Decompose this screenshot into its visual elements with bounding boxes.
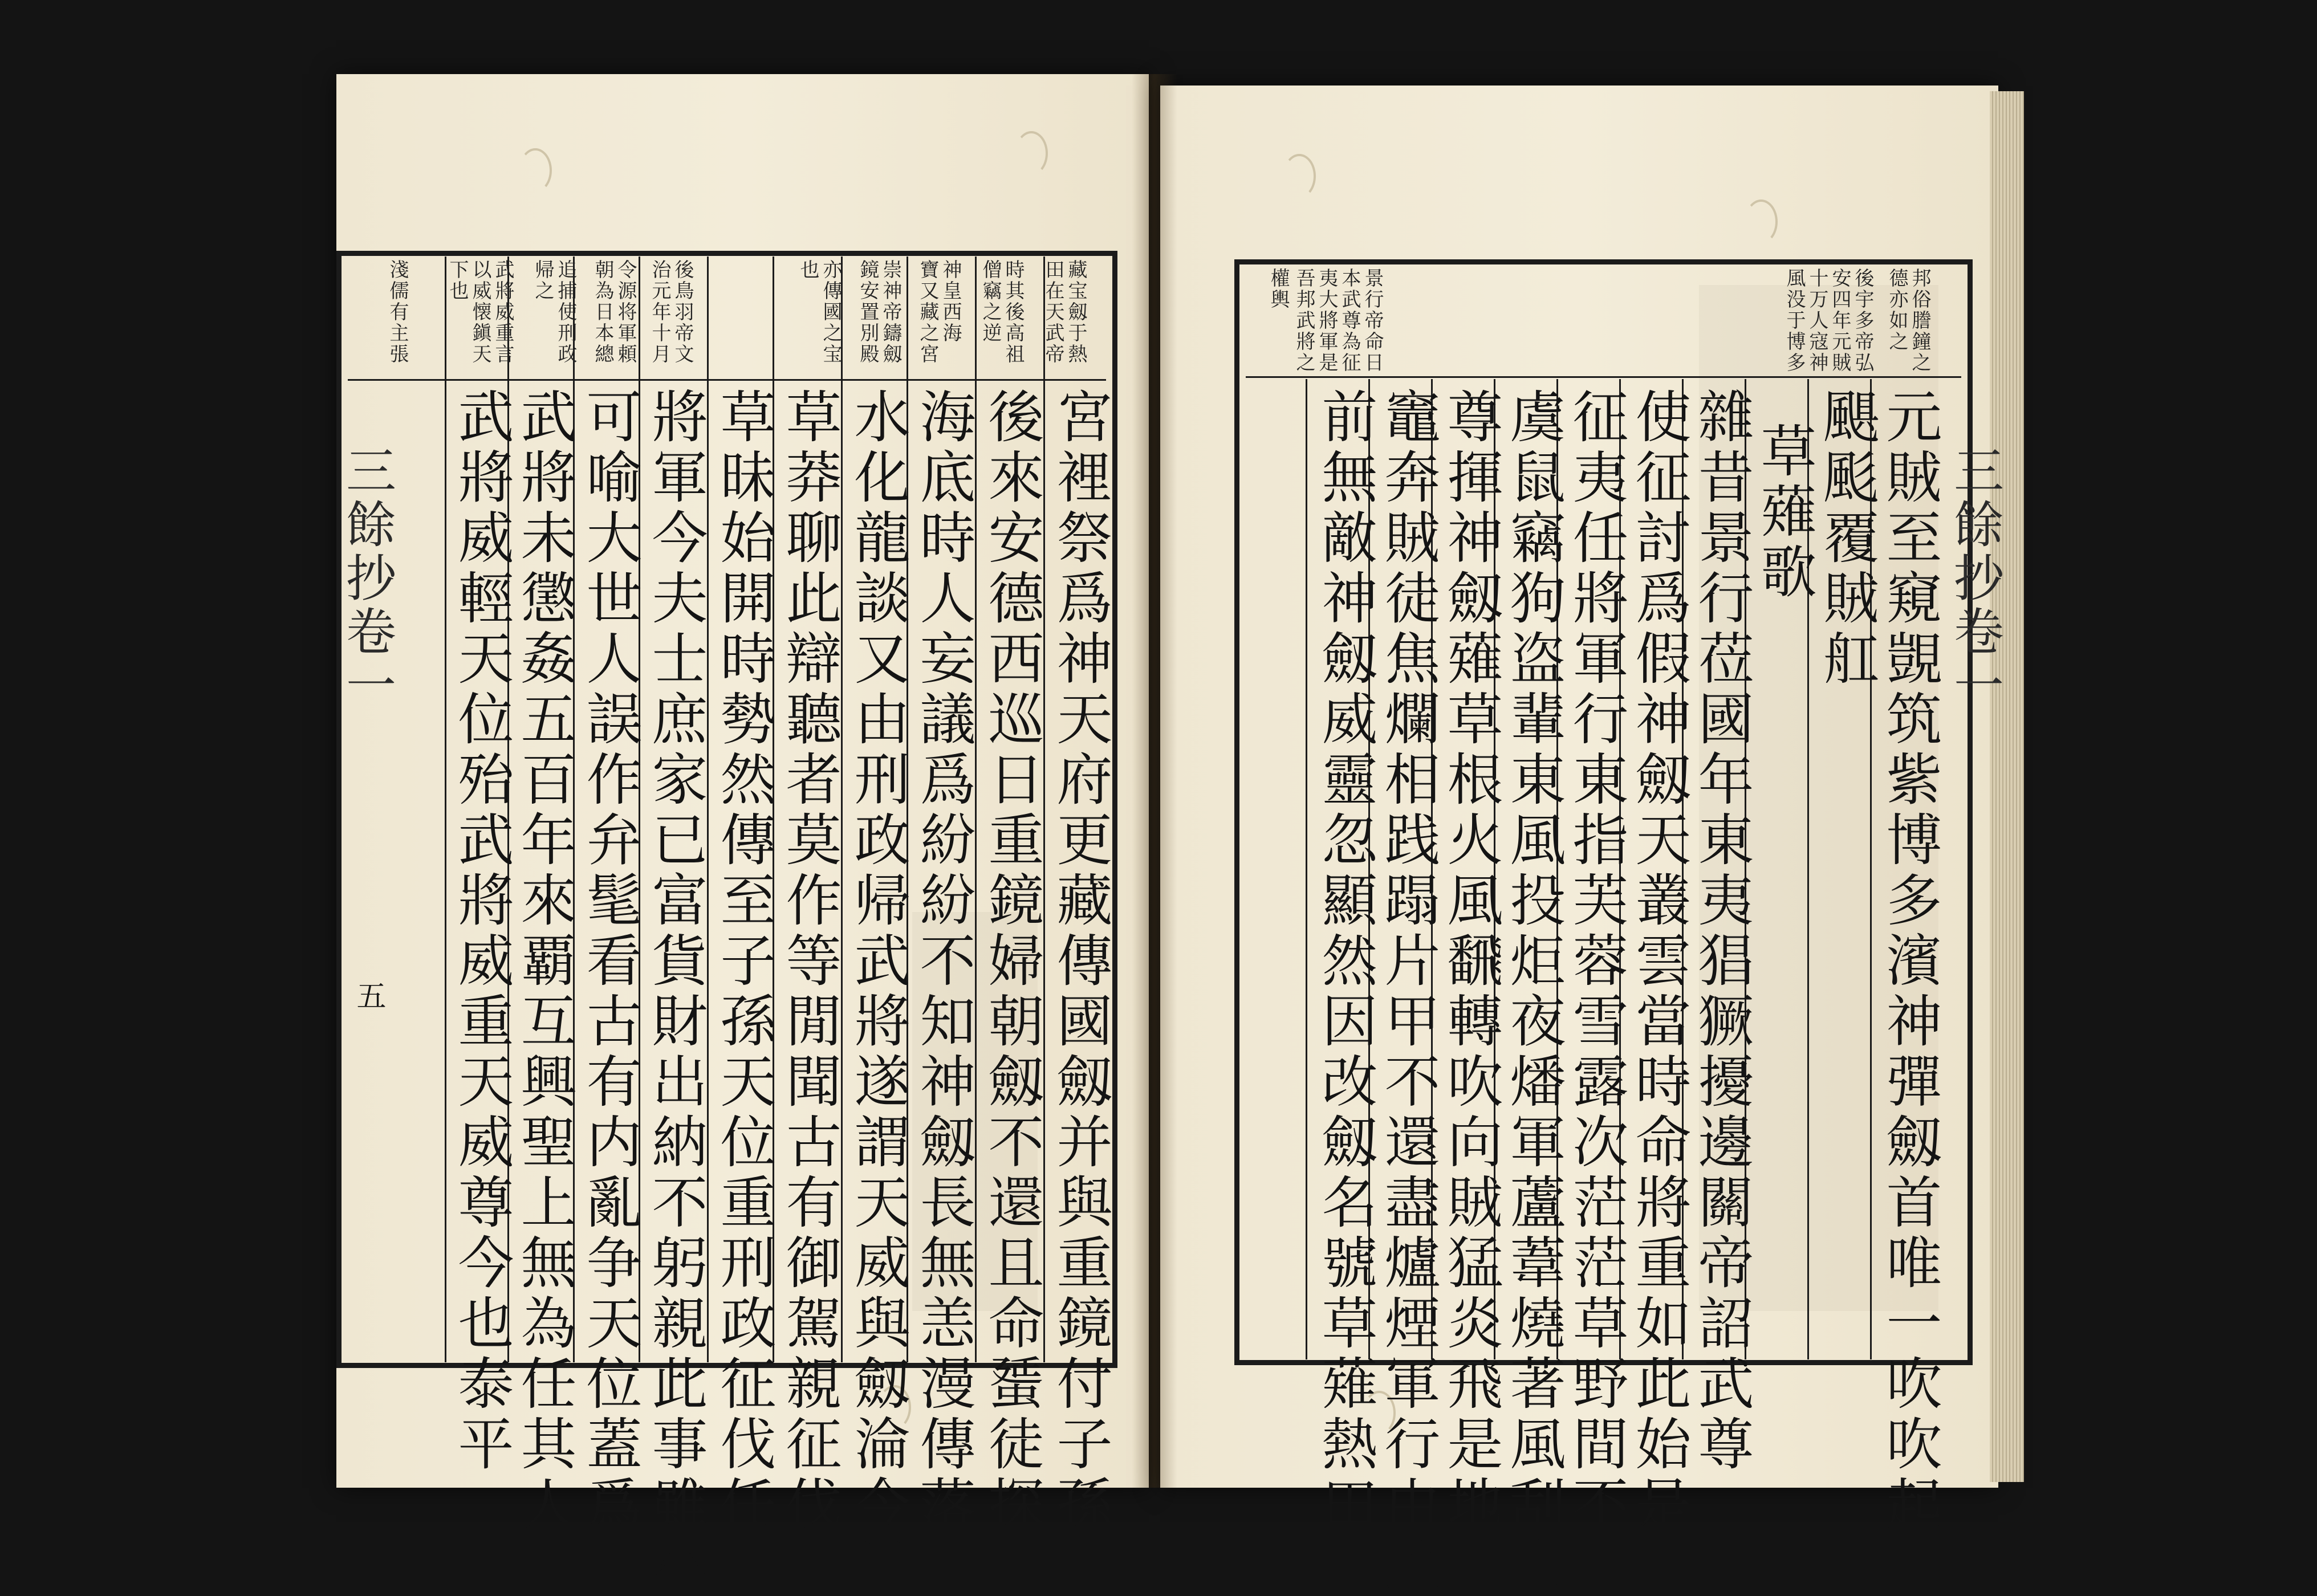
book-gutter	[1132, 74, 1177, 1488]
binding-thread-mark	[1745, 199, 1778, 244]
headnote: 後宇多帝弘	[1851, 268, 1874, 373]
text-column: 颶颩覆賊舡	[1814, 388, 1879, 690]
headnote: 崇神帝鑄劔	[879, 259, 902, 365]
headnote: 寶又藏之宮	[916, 259, 939, 365]
headnote: 時其後高祖	[1002, 259, 1025, 365]
folio-number: 五	[351, 980, 385, 1010]
headnote: 令源将軍頼	[614, 259, 637, 365]
text-column: 水化龍談又由刑政帰武將遂謂天威與劔淪今日	[845, 388, 910, 1596]
text-column: 征夷任將軍行東指芙蓉雪露次茫茫草野間不	[1563, 388, 1628, 1536]
column-rule	[1306, 379, 1307, 1359]
text-column: 前無敵神劔威靈忽顯然因改劔名號草薙熱田	[1312, 388, 1377, 1536]
headnote: 景行帝命日	[1361, 268, 1384, 373]
headnote: 吾邦武將之	[1292, 268, 1315, 373]
binding-thread-mark	[519, 148, 552, 193]
text-column: 後來安德西巡日重鏡婦朝劔不還且命蜑徒探	[979, 388, 1044, 1536]
text-column: 竈奔賊徒焦爛相践蹋片甲不還盡爐煙軍行由此	[1375, 388, 1440, 1596]
binding-thread-mark	[1283, 154, 1316, 198]
headnote: 僧竊之逆	[979, 259, 1002, 344]
text-column: 宮裡祭爲神天府更藏傳國劔并與重鏡付子孫	[1047, 388, 1112, 1536]
headnote: 武將威重言	[491, 259, 514, 365]
text-column: 雜昔景行莅國年東夷猖獗擾邊關帝詔武尊	[1689, 388, 1754, 1475]
text-column: 將軍今夫士庶家已富貨財出納不躬親此事雖小	[643, 388, 708, 1596]
headnote: 朝為日本總	[591, 259, 614, 365]
headnote: 帰之	[531, 259, 554, 302]
text-column: 武將威輕天位殆武將威重天威尊今也泰平	[449, 388, 514, 1475]
headnote: 田在天武帝	[1042, 259, 1064, 365]
text-column: 可喻大世人誤作弁髦看古有内亂争天位蓋爲	[577, 388, 642, 1536]
headnote: 亦傳國之宝	[819, 259, 842, 365]
text-column: 武將未懲姦五百年來覇互興聖上無為任其人	[511, 388, 576, 1536]
text-column: 使征討爲假神劔天叢雲當時命將重如此始是	[1626, 388, 1691, 1536]
text-column: 虞鼠竊狗盗輩東風投炬夜燔軍蘆葦燒著風刮刮	[1501, 388, 1566, 1596]
text-column: 元賊至窺覬筑紫博多濱神彈劔首唯一吹吹起	[1877, 388, 1942, 1536]
left-header-rule	[348, 379, 1106, 381]
headnote: 風没于博多	[1783, 268, 1806, 373]
headnote: 追捕使刑政	[554, 259, 577, 365]
text-column: 草莽聊此辯聽者莫作等閒聞古有御駕親征伐	[777, 388, 842, 1536]
section-title: 草薙歌	[1751, 422, 1816, 603]
headnote: 權輿	[1267, 268, 1290, 310]
headnote: 夷大將軍是	[1315, 268, 1338, 373]
headnote: 十万人寇神	[1806, 268, 1828, 373]
headnote: 邦俗謄鐘之	[1908, 268, 1931, 373]
text-column: 尊揮神劔薙草根火風飜轉吹向賊猛炎飛是地	[1438, 388, 1503, 1536]
margin-title: 三餘抄卷一	[338, 445, 397, 712]
headnote: 也	[796, 259, 819, 280]
headnote: 德亦如之	[1885, 268, 1908, 352]
headnote: 神皇西海	[939, 259, 962, 344]
right-header-rule	[1246, 376, 1961, 378]
text-column: 海底時人妄議爲紛紛不知神劔長無恙漫傳落	[910, 388, 975, 1536]
headnote: 藏宝劔于熱	[1064, 259, 1087, 365]
headnote: 以威懐鎭天	[469, 259, 491, 365]
headnote: 治元年十月	[648, 259, 671, 365]
headnote: 鏡安置別殿	[856, 259, 879, 365]
margin-title: 三餘抄卷一	[1946, 445, 2005, 712]
binding-thread-mark	[1015, 131, 1048, 176]
headnote: 下也	[446, 259, 469, 302]
page-edges	[1990, 91, 2024, 1482]
headnote: 安四年元賊	[1828, 268, 1851, 373]
text-column: 草昧始開時勢然傳至子孫天位重刑政征伐任	[711, 388, 776, 1536]
headnote: 淺儒有主張	[386, 259, 409, 365]
headnote: 本武尊為征	[1338, 268, 1361, 373]
column-rule	[445, 256, 446, 1362]
headnote: 後鳥羽帝文	[671, 259, 694, 365]
